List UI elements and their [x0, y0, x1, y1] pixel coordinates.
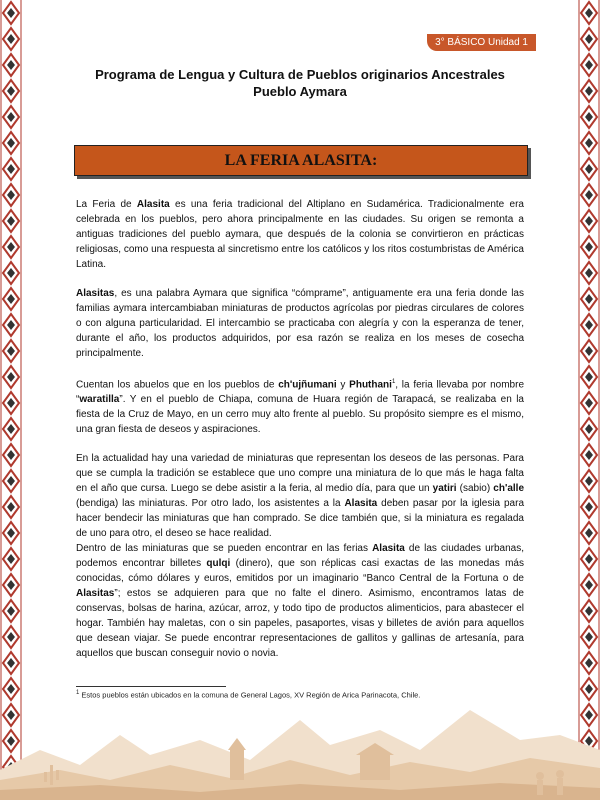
article-body	[76, 197, 524, 675]
paragraph-5: Dentro de las miniaturas que se pueden encontrar en las ferias Alasita de las ciudades urbanas, podemos encontrar billetes qulqi (dinero), que son réplicas casi exactas de las monedas más conocidas, cómo dólares y euros, emitidos por un imaginario “Banco Central de la Fortuna o de Alasitas”; estos se adquieren para que no falte el dinero. Asimismo, encontramos latas de conservas, bolsas de harina, azúcar, arroz, y todo tipo de productos alimenticios, para abastecer el hogar. También hay maletas, con o sin papeles, pasaportes, visas y billetes de avión para aquellos que desean viajar. Se puede encontrar representaciones de gallitos y gallinas de artesanía, para aquellos que buscan conseguir novio o novia.	[76, 543, 524, 660]
andean-landscape-illustration	[0, 680, 600, 800]
title-box	[74, 145, 528, 176]
footnote: $^1$ Estos pueblos están ubicados en la comuna de General Lagos, XV Región de Arica Parinacota, Chile.	[76, 690, 421, 700]
footnote-ref: 1	[391, 379, 396, 385]
program-subtitle: Pueblo Aymara	[253, 84, 347, 99]
page-header	[0, 66, 600, 100]
paragraph-3: Cuentan los abuelos que en los pueblos de ch'ujñumani y Phuthani$^1$, la feria llevaba por nombre “waratilla”. Y en el pueblo de Chiapa, comuna de Huara región de Tarapacá, se realizaba en la fiesta de la Cruz de Mayo, en un cerro muy alto frente al pueblo. Su propósito siempre es el mismo, una gran fiesta de deseos y aspiraciones.	[76, 379, 525, 436]
grade-unit-badge: 3° BÁSICO Unidad 1	[427, 34, 536, 51]
page-title: LA FERIA ALASITA:	[224, 151, 378, 169]
program-title: Programa de Lengua y Cultura de Pueblos originarios Ancestrales	[95, 67, 505, 82]
paragraph-2: Alasitas, es una palabra Aymara que significa “cómprame”, antiguamente era una feria donde las familias aymara intercambiaban miniaturas de productos agrícolas por piedras circulares de colores o con alguna particularidad. El intercambio se practicaba con alegría y con la esperanza de tener, durante el año, los productos adquiridos, por esa razón se realiza en los meses de cosecha principalmente.	[76, 288, 524, 359]
paragraph-1: La Feria de Alasita es una feria tradicional del Altiplano en Sudamérica. Tradicionalmente era celebrada en los pueblos, pero ahora principalmente en las ciudades. Su origen se remonta a antiguas tradiciones del pueblo aymara, que después de la colonia se convirtieron en prácticas religiosas, como una respuesta al sincretismo entre los católicos y los ritos costumbristas de América Latina.	[76, 199, 524, 270]
paragraph-4: En la actualidad hay una variedad de miniaturas que representan los deseos de las personas. Para que se cumpla la tradición se establece que uno compre una miniatura de lo que más le haga falta en el año que cursa. Luego se debe asistir a la feria, al medio día, para que un yatiri (sabio) ch'alle (bendiga) las miniaturas. Por otro lado, los asistentes a la Alasita deben pasar por la iglesia para hacer bendecir las miniaturas que han comprado. Se dice también que, si la miniatura es regalada de uno para otro, el deseo se hace realidad.	[76, 453, 525, 540]
